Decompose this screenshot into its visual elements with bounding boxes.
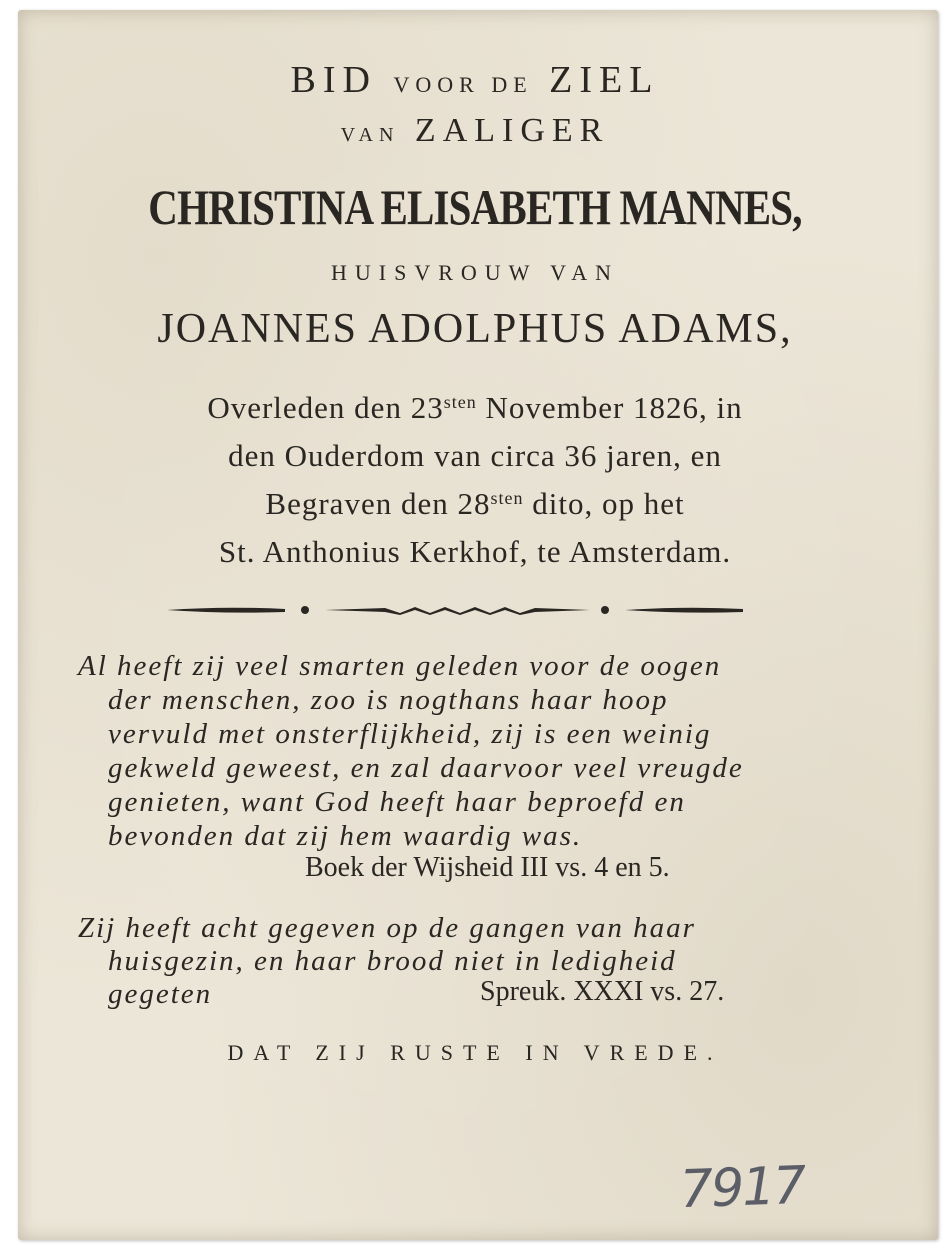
verse2-reference: Spreuk. XXXI vs. 27. [480, 976, 725, 1007]
verse1-line-6: bevonden dat zij hem waardig was. [108, 820, 583, 852]
announcement-line-3: Begraven den $28^{sten}$ dito, op het [265, 486, 685, 521]
heading-line-1 [0, 58, 950, 102]
verse1-line-1: Al heeft zij veel smarten geleden voor de oogen [78, 650, 722, 682]
husband-name: JOANNES ADOLPHUS ADAMS, [157, 306, 793, 352]
deceased-name: CHRISTINA ELISABETH MANNES, [148, 179, 802, 235]
announcement-line-4: St. Anthonius Kerkhof, te Amsterdam. [218, 534, 732, 569]
verse2-line-1: Zij heeft acht gegeven op de gangen van haar [78, 912, 696, 944]
heading-voor-de: VOOR DE [393, 72, 533, 97]
heading-line-2 [0, 112, 950, 150]
heading-ziel: ZIEL [549, 59, 660, 101]
relation-label: HUISVROUW VAN [331, 260, 619, 285]
verse1-reference: Boek der Wijsheid III vs. 4 en 5. [305, 852, 670, 883]
verse2-line-3: gegeten [108, 978, 213, 1010]
heading-van: VAN [340, 124, 400, 146]
announcement-line-1: Overleden den $23^{sten}$ November 1826, in [207, 390, 743, 425]
verse1-line-5: genieten, want God heeft haar beproefd en [108, 786, 686, 818]
announcement-line-2: den Ouderdom van circa 36 jaren, en [228, 438, 722, 473]
verse1-line-4: gekweld geweest, en zal daarvoor veel vreugde [108, 752, 744, 784]
verse1-line-3: vervuld met onsterflijkheid, zij is een weinig [108, 718, 712, 750]
verse2-line-2: huisgezin, en haar brood niet in ledigheid [108, 945, 677, 977]
closing-prayer: DAT ZIJ RUSTE IN VREDE. [227, 1040, 723, 1065]
handwritten-inventory-number: 7917 [678, 1155, 806, 1221]
verse1-line-2: der menschen, zoo is nogthans haar hoop [108, 684, 669, 716]
heading-zaliger: ZALIGER [414, 112, 610, 149]
ornamental-divider [165, 597, 745, 623]
heading-bid: BID [290, 59, 377, 101]
